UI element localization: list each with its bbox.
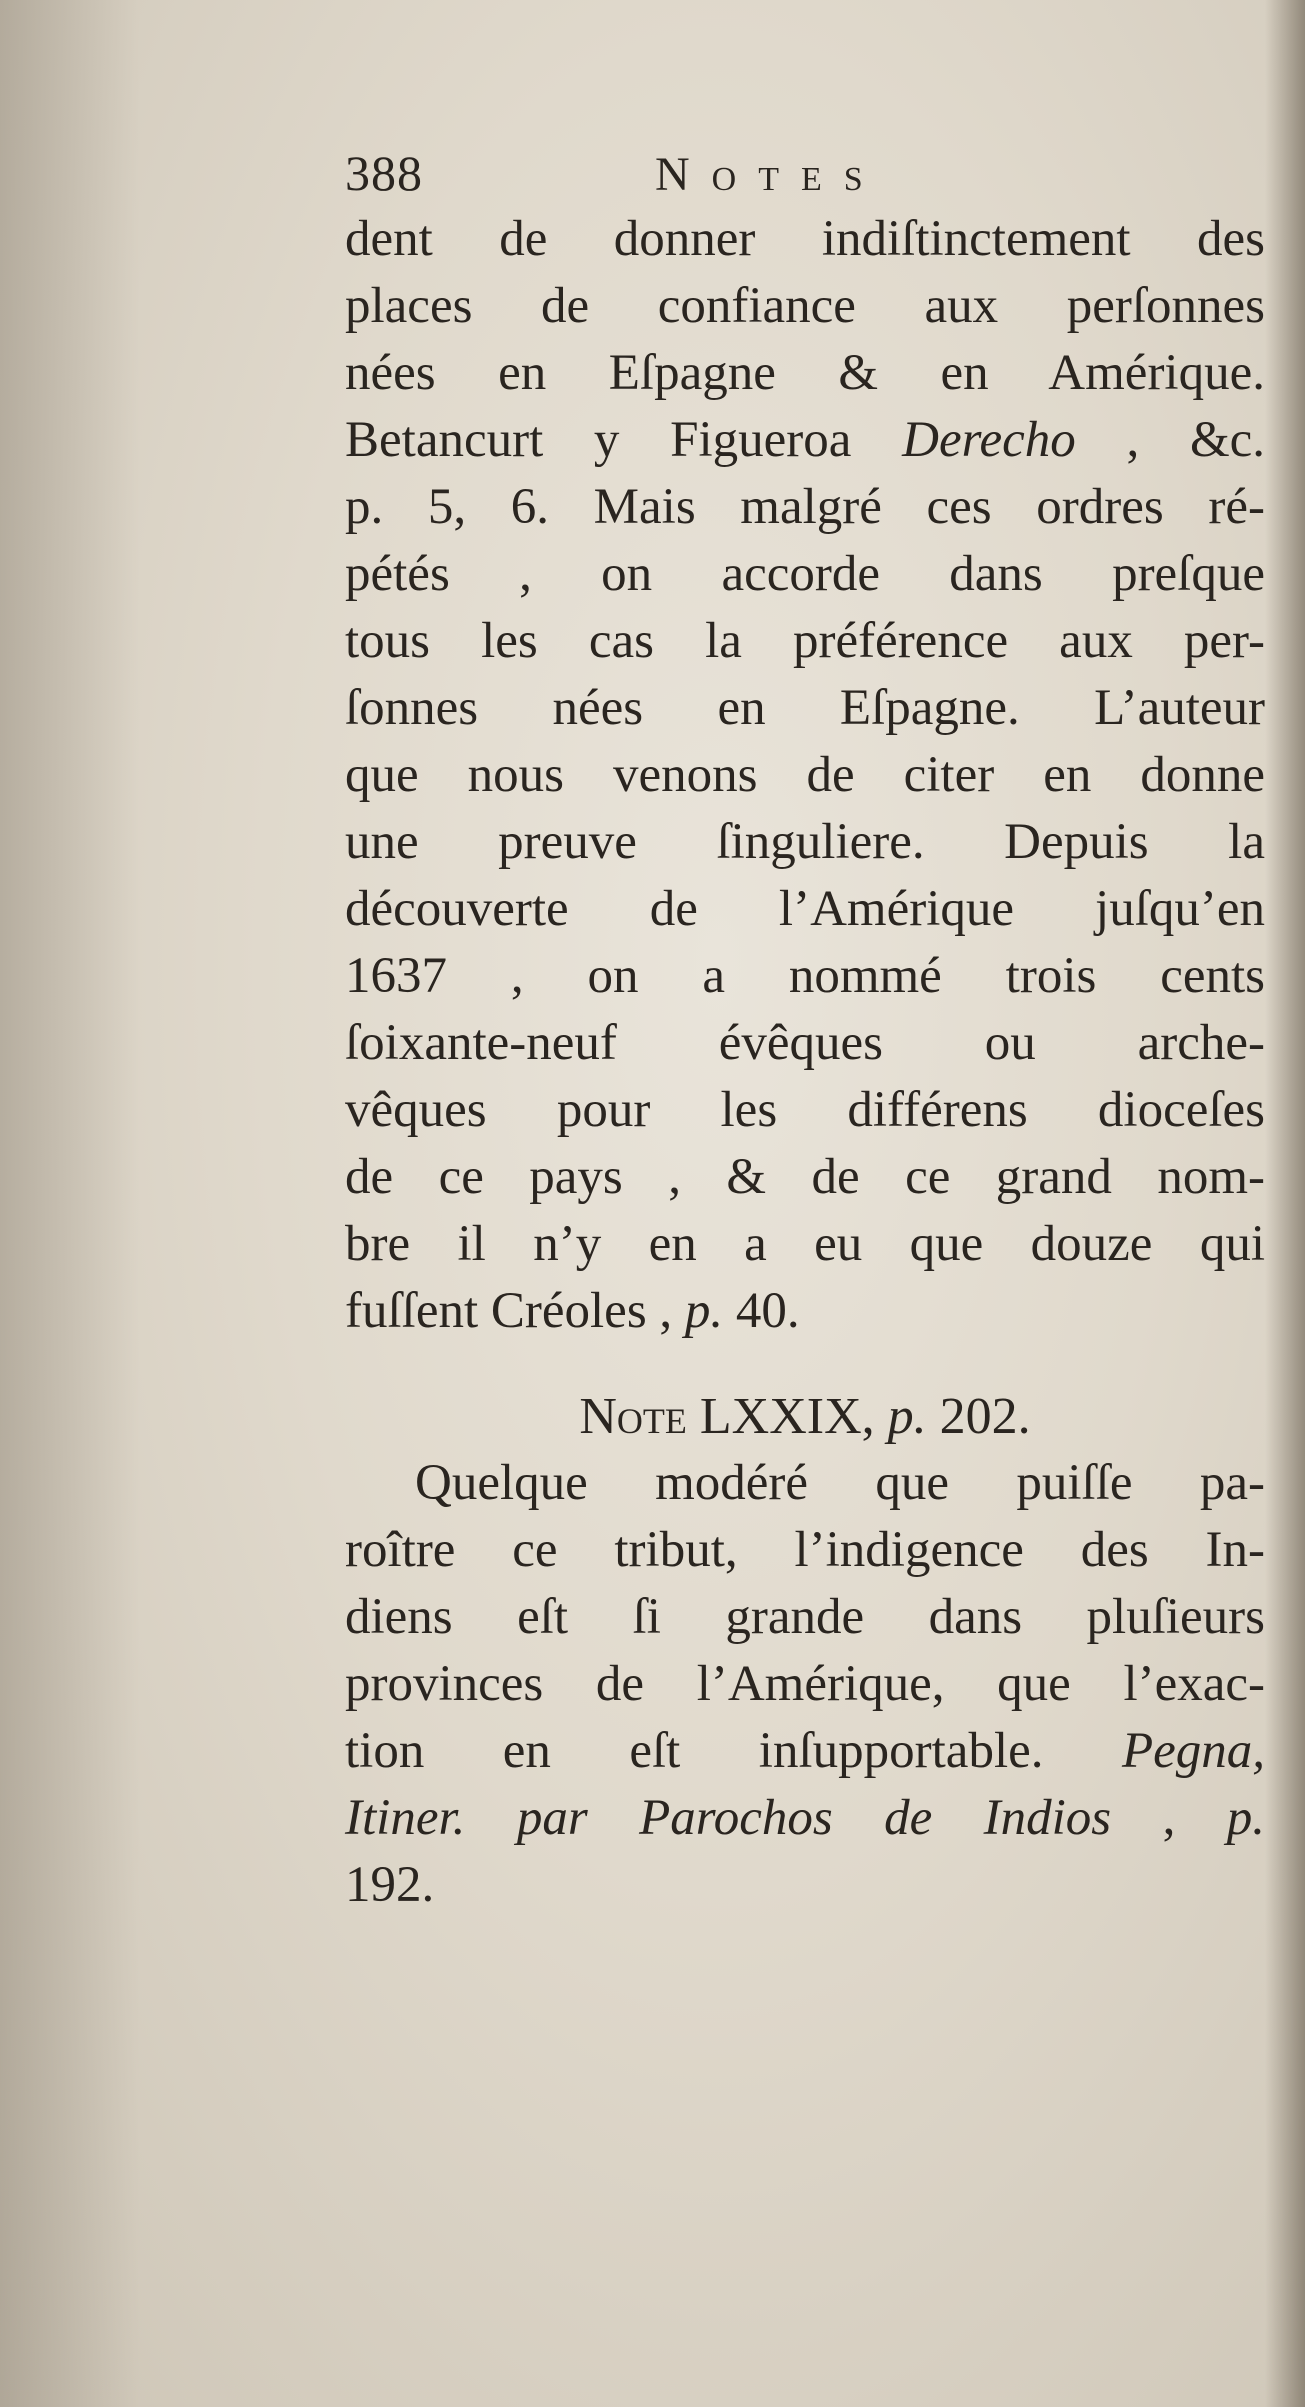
note-numeral: LXXIX, bbox=[686, 1388, 888, 1445]
text-line-end: , bbox=[1111, 1790, 1227, 1846]
text-line: Quelque modéré que puiſſe pa- bbox=[415, 1455, 1265, 1511]
text-line: que nous venons de citer en donne bbox=[345, 747, 1265, 803]
paragraph-2 bbox=[345, 1450, 1265, 1919]
italic-title: Itiner. par Parochos de Indios bbox=[345, 1790, 1112, 1846]
running-head: Notes bbox=[655, 148, 885, 201]
note-page-number: 202. bbox=[926, 1388, 1031, 1445]
text-line: diens eſt ſi grande dans pluſieurs bbox=[345, 1589, 1265, 1645]
text-line bbox=[345, 1718, 1265, 1785]
note-heading bbox=[345, 1383, 1265, 1450]
text-line: bre il n’y en a eu que douze qui bbox=[345, 1216, 1265, 1272]
text-line: provinces de l’Amérique, que l’exac- bbox=[345, 1656, 1265, 1712]
text-line: tous les cas la préférence aux per- bbox=[345, 613, 1265, 669]
italic-author: Pegna, bbox=[1121, 1723, 1265, 1779]
text-line: ſonnes nées en Eſpagne. L’auteur bbox=[345, 680, 1265, 736]
text-line-end: , &c. bbox=[1075, 412, 1265, 468]
text-line: vêques pour les différens dioceſes bbox=[345, 1082, 1265, 1138]
text-line-start: Betancurt y Figueroa bbox=[345, 412, 903, 468]
italic-page-ref: p. bbox=[1226, 1790, 1265, 1846]
text-line-start: tion en eſt inſupportable. bbox=[345, 1723, 1122, 1779]
text-line: ſoixante-neuf évêques ou arche- bbox=[345, 1015, 1265, 1071]
text-line: roître ce tribut, l’indigence des In- bbox=[345, 1522, 1265, 1578]
text-block bbox=[345, 140, 1265, 1919]
text-line-end: 40. bbox=[723, 1283, 800, 1339]
text-line: nées en Eſpagne & en Amérique. bbox=[345, 345, 1265, 401]
text-line: dent de donner indiſtinctement des bbox=[345, 211, 1265, 267]
text-line bbox=[345, 1278, 1265, 1345]
text-line bbox=[345, 1785, 1265, 1852]
text-line: de ce pays , & de ce grand nom- bbox=[345, 1149, 1265, 1205]
text-line-start: fuſſent Créoles , bbox=[345, 1283, 685, 1339]
note-page-abbrev: p. bbox=[887, 1388, 927, 1445]
text-line: 1637 , on a nommé trois cents bbox=[345, 948, 1265, 1004]
text-line: une preuve ſinguliere. Depuis la bbox=[345, 814, 1265, 870]
page-header bbox=[345, 140, 1265, 210]
text-line: 192. bbox=[345, 1857, 435, 1913]
text-line: pétés , on accorde dans preſque bbox=[345, 546, 1265, 602]
text-line: places de confiance aux perſonnes bbox=[345, 278, 1265, 334]
text-line bbox=[345, 407, 1265, 474]
italic-title: Derecho bbox=[902, 412, 1076, 468]
italic-page-ref: p. bbox=[684, 1283, 724, 1339]
paragraph-1 bbox=[345, 206, 1265, 1345]
page-number: 388 bbox=[345, 145, 423, 201]
text-line: p. 5, 6. Mais malgré ces ordres ré- bbox=[345, 479, 1265, 535]
note-word: Note bbox=[579, 1388, 687, 1445]
text-line: découverte de l’Amérique juſqu’en bbox=[345, 881, 1265, 937]
